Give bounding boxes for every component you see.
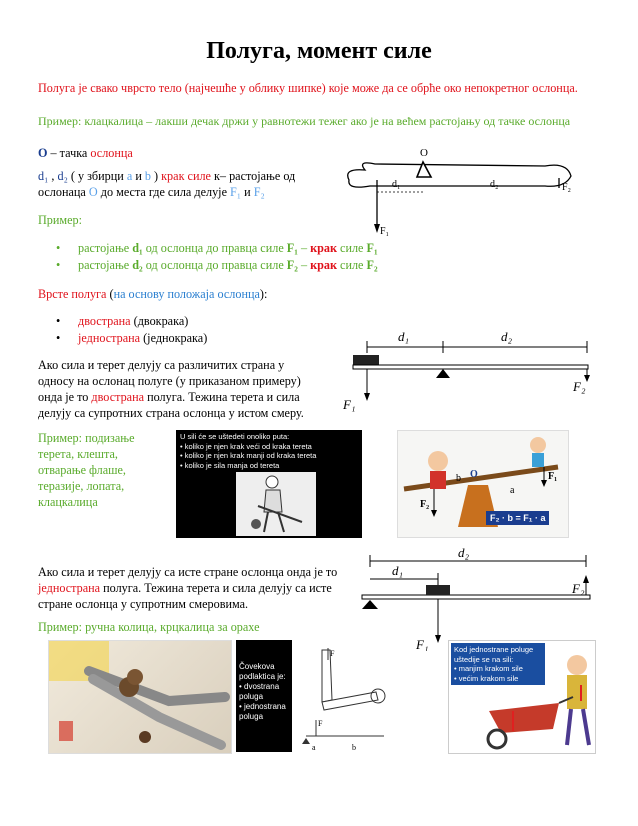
wheelbarrow-illustration bbox=[448, 640, 596, 754]
arm-p2: ) bbox=[150, 169, 162, 183]
page-title: Полуга, момент силе bbox=[206, 38, 432, 64]
svg-text:F: F bbox=[318, 719, 323, 728]
svg-text:F₂: F₂ bbox=[420, 499, 430, 510]
box-line: • koliko je sila manja od tereta bbox=[180, 460, 280, 470]
label-d2: d₂ bbox=[458, 545, 470, 560]
example-seesaw: Пример: клацкалица – лакши дечак држи у равнотежи тежег ако је на већем растојању од тачке ослонца bbox=[38, 114, 571, 128]
two-sided-example: Пример: подизање терета, клешта, отварање флаше, теразије, лопата, клацкалица bbox=[38, 431, 135, 509]
box-line: • koliko je njen krak veći od kraka tereta bbox=[180, 441, 312, 451]
example-label: Пример: bbox=[38, 213, 83, 227]
seesaw-formula: F₂ · b = F₁ · a bbox=[486, 511, 549, 525]
seesaw-diagram bbox=[335, 140, 585, 240]
box-line: U sili će se uštedeti onoliko puta: bbox=[180, 432, 290, 441]
label-f2: F₂ bbox=[562, 182, 572, 193]
two-sided-paragraph: Ако сила и терет делују са различитих страна у односу на ослонац полуге (у приказаном примеру) онда је то двострана полуга. Тежина терета и сила делују са супротних страна ослонца у истом смеру. bbox=[38, 358, 304, 420]
label-d1: d₁ bbox=[398, 329, 410, 344]
arm-and: и bbox=[132, 169, 145, 183]
arm-a: a bbox=[126, 169, 133, 183]
svg-text:a: a bbox=[510, 485, 515, 496]
arm-f1: F₁ bbox=[230, 185, 242, 199]
arm-d1: d₁ bbox=[38, 169, 49, 183]
svg-text:b: b bbox=[456, 473, 461, 484]
label-f1: F₁ bbox=[380, 226, 390, 237]
label-f1: F₁ bbox=[343, 397, 356, 412]
svg-text:O: O bbox=[470, 469, 478, 480]
list-item: • растојање d₁ од ослонца до правца силе F₁ – крак силе F₁ bbox=[78, 240, 378, 256]
arm-d2: d₂ bbox=[57, 169, 68, 183]
label-d2: d₂ bbox=[490, 179, 499, 190]
label-f2: F₂ bbox=[573, 379, 586, 394]
one-sided-example: Пример: ручна колица, крцкалица за орахе bbox=[38, 620, 260, 634]
box-line: poluga bbox=[239, 692, 264, 701]
svg-text:F₁: F₁ bbox=[548, 471, 558, 482]
arm-p1: ( у збирци bbox=[67, 169, 127, 183]
list-item: • растојање d₂ од ослонца до правца силе F₂ – крак силе F₂ bbox=[78, 257, 378, 273]
label-f1: F₁ bbox=[416, 637, 429, 651]
worker-lifting-illustration bbox=[236, 472, 316, 536]
o-dash: – тачка bbox=[47, 146, 91, 160]
label-f2: F₂ bbox=[572, 581, 585, 596]
label-d2: d₂ bbox=[501, 329, 513, 344]
o-word: ослонца bbox=[90, 146, 133, 160]
box-line: podlaktica je: bbox=[239, 672, 286, 681]
lever-types-heading: Врсте полуга (на основу положаја ослонца): bbox=[38, 287, 268, 301]
forearm-text-box bbox=[236, 640, 292, 752]
svg-text:a: a bbox=[312, 743, 316, 752]
arm-p4: до места где сила делује bbox=[97, 185, 231, 199]
label-d1: d₁ bbox=[392, 563, 404, 578]
arm-sep: , bbox=[48, 169, 58, 183]
label-d1: d₁ bbox=[392, 179, 401, 190]
arm-and2: и bbox=[241, 185, 254, 199]
svg-text:b: b bbox=[352, 743, 356, 752]
fulcrum-definition bbox=[38, 145, 133, 161]
arm-f2: F₂ bbox=[253, 185, 265, 199]
two-sided-lever-diagram bbox=[335, 325, 605, 415]
forearm-diagram bbox=[292, 640, 390, 752]
arm-o: O bbox=[88, 185, 98, 199]
o-letter: O bbox=[38, 146, 48, 160]
nutcracker-photo bbox=[48, 640, 232, 754]
lever-savings-box bbox=[176, 430, 362, 538]
list-item: • једнострана (једнокрака) bbox=[78, 330, 207, 346]
box-line: • koliko je njen krak manji od kraka tereta bbox=[180, 451, 317, 460]
arm-term: крак силе bbox=[161, 169, 211, 183]
label-o: O bbox=[420, 147, 428, 159]
intro-definition: Полуга је свако чврсто тело (најчешће у облику шипке) које може да се обрће око непокретног ослонца. bbox=[38, 81, 578, 95]
seesaw-kids-illustration bbox=[397, 430, 569, 538]
svg-text:F: F bbox=[330, 649, 335, 658]
box-line: poluga bbox=[239, 712, 264, 721]
box-line: • dvostrana bbox=[239, 682, 280, 691]
wheelbarrow-caption: Kod jednostrane poluge uštedije se na sili: • manjim krakom sile • većim krakom sile bbox=[451, 643, 545, 685]
arm-p3: к– растојање од ослонаца bbox=[38, 169, 296, 199]
one-sided-lever-diagram bbox=[350, 545, 610, 651]
box-line: Čovekova bbox=[239, 662, 275, 671]
arm-definition bbox=[38, 168, 318, 200]
arm-b: b bbox=[144, 169, 151, 183]
one-sided-paragraph: Ако сила и терет делују са исте стране ослонца онда је то једнострана полуга. Тежина терета и сила делују са исте стране ослонца у супротним смеровима. bbox=[38, 565, 338, 611]
box-line: • jednostrana bbox=[239, 702, 286, 711]
list-item: • двострана (двокрака) bbox=[78, 313, 188, 329]
